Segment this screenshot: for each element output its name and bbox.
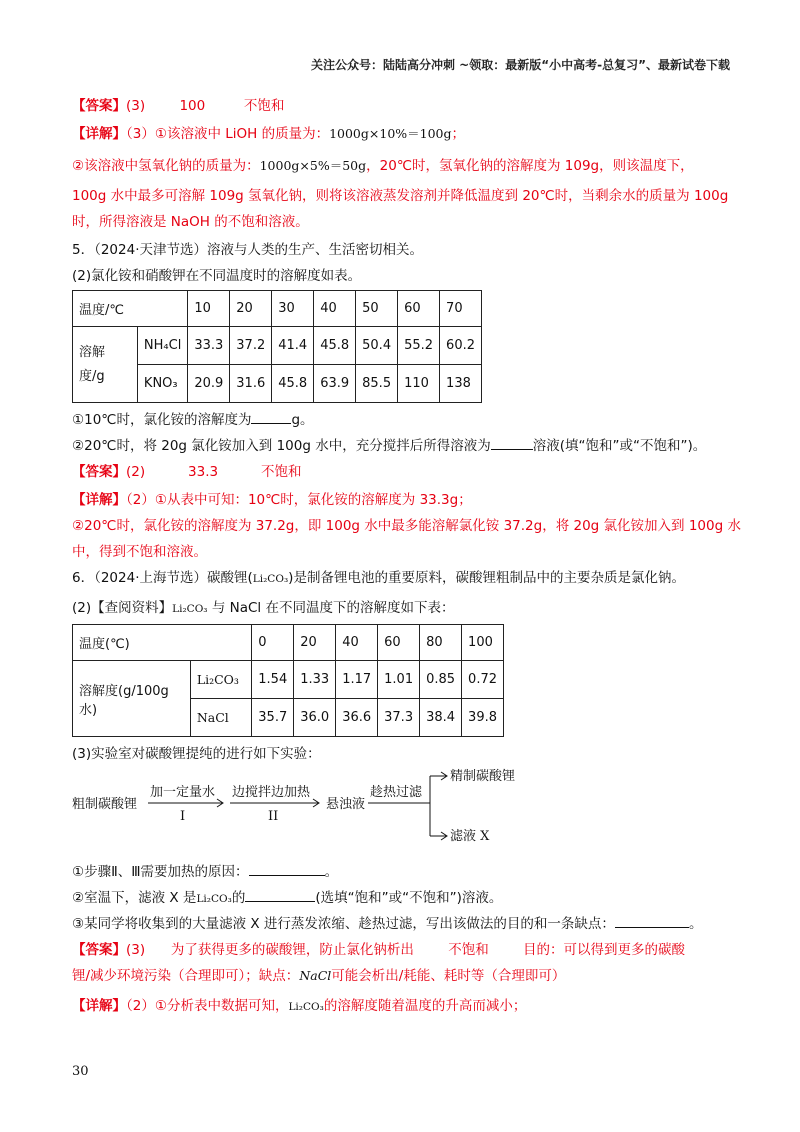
flow-step3-label: 趁热过滤: [370, 785, 423, 800]
flow-mid-label: 悬浊液: [326, 797, 366, 812]
question-5-sub: (2)氯化铵和硝酸钾在不同温度时的溶解度如表。: [72, 268, 362, 284]
table-cell: 10: [188, 291, 230, 327]
row-name: KNO₃: [137, 365, 187, 403]
table-cell: 45.8: [314, 327, 356, 365]
table-cell: 60: [398, 291, 440, 327]
q5-detail-1: 【详解】（2）①从表中可知：10℃时，氯化铵的溶解度为 33.3g；: [72, 492, 472, 508]
table-cell: 30: [272, 291, 314, 327]
q6-question-1: ①步骤Ⅱ、Ⅲ需要加热的原因： 。: [72, 864, 339, 880]
table-cell: 37.2: [230, 327, 272, 365]
question-6-sub3: (3)实验室对碳酸锂提纯的进行如下实验：: [72, 746, 321, 762]
q6-detail: 【详解】（2）①分析表中数据可知，Li₂CO₃的溶解度随着温度的升高而减小；: [72, 998, 527, 1014]
table-cell: 80: [420, 625, 462, 661]
table-cell: 1.54: [252, 661, 294, 699]
page-header: 关注公众号：陆陆高分冲刺 ~领取：最新版“小中高考-总复习”、最新试卷下载: [311, 58, 730, 72]
table-cell: 37.3: [378, 699, 420, 737]
table-cell: 35.7: [252, 699, 294, 737]
solubility-table-2: [72, 624, 504, 737]
question-6-stem: 6．（2024·上海节选）碳酸锂(Li₂CO₃)是制备锂电池的重要原料，碳酸锂粗制品中的主要杂质是氯化钠。: [72, 570, 685, 586]
table-cell: 36.0: [294, 699, 336, 737]
process-flow-diagram: [72, 768, 592, 858]
table-cell: 138: [440, 365, 482, 403]
page-number: 30: [72, 1064, 89, 1079]
q5-answer: 【答案】(2) 33.3 不饱和: [72, 464, 302, 480]
flow-arrows: [148, 772, 447, 840]
flow-output-bottom: 滤液 X: [450, 829, 490, 844]
q6-question-2: ②室温下，滤液 X 是Li₂CO₃的 (选填“饱和”或“不饱和”)溶液。: [72, 890, 503, 906]
table-cell: 1.33: [294, 661, 336, 699]
detail-line-1: 【详解】（3）①该溶液中 LiOH 的质量为：1000g×10%＝100g；: [72, 126, 466, 142]
row-name: NaCl: [190, 699, 251, 737]
flow-step2-label: 边搅拌边加热: [232, 785, 311, 800]
q5-detail-2: ②20℃时，氯化铵的溶解度为 37.2g，即 100g 水中最多能溶解氯化铵 37.2g，将 20g 氯化铵加入到 100g 水: [72, 518, 741, 534]
table-cell: 110: [398, 365, 440, 403]
table-cell: 31.6: [230, 365, 272, 403]
table-cell: 0.85: [420, 661, 462, 699]
solubility-table-1: [72, 290, 482, 403]
table-cell: 0: [252, 625, 294, 661]
question-5-stem: 5．（2024·天津节选）溶液与人类的生产、生活密切相关。: [72, 242, 423, 258]
table-cell: 60: [378, 625, 420, 661]
table-cell: 33.3: [188, 327, 230, 365]
solubility-label: 溶解 度/g: [73, 327, 138, 403]
table-cell: 1.17: [336, 661, 378, 699]
table-cell: 20.9: [188, 365, 230, 403]
table-cell: 38.4: [420, 699, 462, 737]
table-cell: 40: [314, 291, 356, 327]
table-cell: 45.8: [272, 365, 314, 403]
temp-label: 温度/℃: [73, 291, 188, 327]
flow-step1-label: 加一定量水: [150, 785, 216, 800]
question-6-sub: (2)【查阅资料】Li₂CO₃ 与 NaCl 在不同温度下的溶解度如下表：: [72, 600, 455, 616]
q6-answer-2: 锂/减少环境污染（合理即可）；缺点：NaCl可能会析出/耗能、耗时等（合理即可）: [72, 968, 566, 984]
detail-line-2: ②该溶液中氢氧化钠的质量为：1000g×5%＝50g，20℃时，氢氧化钠的溶解度为 109g，则该温度下，: [72, 158, 694, 174]
table-cell: 1.01: [378, 661, 420, 699]
q6-question-3: ③某同学将收集到的大量滤液 X 进行蒸发浓缩、趁热过滤，写出该做法的目的和一条缺点： 。: [72, 916, 703, 932]
table-cell: 50: [356, 291, 398, 327]
table-cell: 100: [462, 625, 504, 661]
table-cell: 0.72: [462, 661, 504, 699]
table-cell: 20: [294, 625, 336, 661]
table-cell: 41.4: [272, 327, 314, 365]
row-name: NH₄Cl: [137, 327, 187, 365]
flow-start-label: 粗制碳酸锂: [72, 797, 138, 812]
detail-line-4: 时，所得溶液是 NaOH 的不饱和溶液。: [72, 214, 309, 230]
flow-step1-number: I: [180, 809, 186, 824]
flow-output-top: 精制碳酸锂: [450, 769, 516, 784]
flow-step2-number: II: [268, 809, 279, 824]
q5-question-1: ①10℃时，氯化铵的溶解度为 g。: [72, 412, 314, 428]
q5-detail-3: 中，得到不饱和溶液。: [72, 544, 207, 560]
solubility-label: 溶解度(g/100g 水): [73, 661, 191, 737]
table-cell: 40: [336, 625, 378, 661]
q6-answer-1: 【答案】(3) 为了获得更多的碳酸锂，防止氯化钠析出 不饱和 目的：可以得到更多的碳酸: [72, 942, 686, 958]
detail-line-3: 100g 水中最多可溶解 109g 氢氧化钠，则将该溶液蒸发溶剂并降低温度到 20℃时，当剩余水的质量为 100g: [72, 188, 729, 204]
table-cell: 39.8: [462, 699, 504, 737]
table-cell: 20: [230, 291, 272, 327]
table-cell: 63.9: [314, 365, 356, 403]
table-cell: 70: [440, 291, 482, 327]
temp-label: 温度(℃): [73, 625, 252, 661]
table-cell: 36.6: [336, 699, 378, 737]
table-cell: 50.4: [356, 327, 398, 365]
table-cell: 55.2: [398, 327, 440, 365]
table-cell: 85.5: [356, 365, 398, 403]
answer-line: 【答案】(3) 100 不饱和: [72, 98, 285, 114]
row-name: Li₂CO₃: [190, 661, 251, 699]
table-cell: 60.2: [440, 327, 482, 365]
q5-question-2: ②20℃时，将 20g 氯化铵加入到 100g 水中，充分搅拌后所得溶液为 溶液(填“饱和”或“不饱和”)。: [72, 438, 707, 454]
